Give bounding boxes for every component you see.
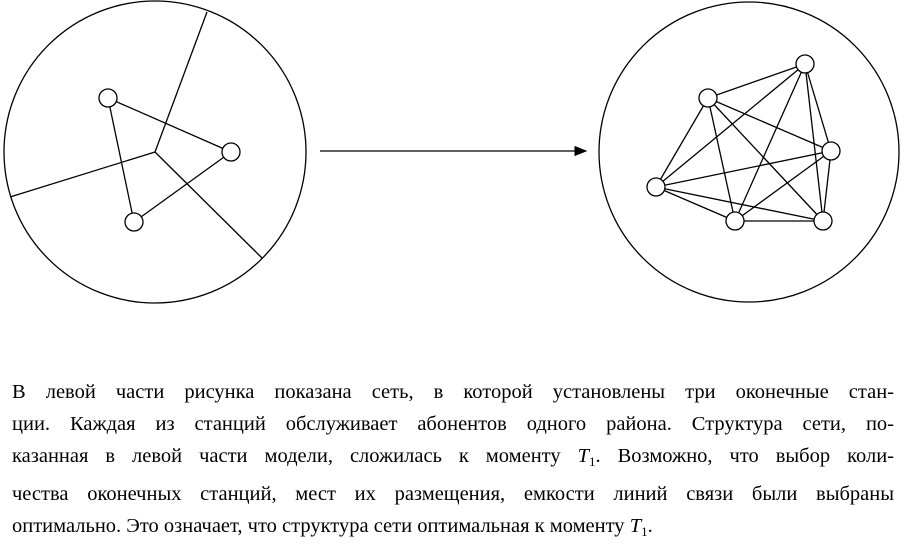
variable-letter: T bbox=[577, 445, 589, 467]
station-node bbox=[647, 178, 665, 196]
text-segment: . Возможно, что выбор коли- bbox=[595, 445, 894, 467]
link-1-2 bbox=[108, 98, 231, 152]
station-node bbox=[822, 142, 840, 160]
station-node bbox=[222, 143, 240, 161]
text-line-1: В левой части рисунка показана сеть, в которой установлены три оконечные стан- bbox=[12, 381, 894, 403]
station-node bbox=[814, 212, 832, 230]
text-segment: оптимально. Это означает, что структура сети оптимальная к моменту bbox=[12, 515, 625, 537]
station-node bbox=[99, 89, 117, 107]
description-paragraph bbox=[12, 376, 894, 548]
text-line-2: ции. Каждая из станций обслуживает абонентов одного района. Структура сети, по- bbox=[12, 413, 894, 435]
station-node bbox=[726, 212, 744, 230]
station-node bbox=[699, 89, 717, 107]
boundary-line-top bbox=[155, 12, 207, 152]
text-line-3 bbox=[12, 440, 894, 478]
text-segment: казанная в левой части модели, сложилась к моменту bbox=[12, 445, 561, 467]
text-line-4: чества оконечных станций, мест их размещения, емкости линий связи были выбраны bbox=[12, 483, 894, 505]
text-line-5 bbox=[12, 510, 894, 548]
station-node bbox=[796, 55, 814, 73]
left-network bbox=[4, 1, 306, 303]
link-2-3 bbox=[134, 152, 231, 222]
full-mesh-links bbox=[656, 64, 831, 221]
station-node bbox=[125, 213, 143, 231]
boundary-line-left bbox=[10, 152, 155, 197]
text-segment: . bbox=[647, 515, 653, 537]
right-network bbox=[599, 2, 899, 302]
variable-t1 bbox=[630, 515, 648, 537]
variable-subscript: 1 bbox=[641, 524, 648, 539]
variable-letter: T bbox=[629, 515, 642, 537]
right-region-circle bbox=[599, 2, 899, 302]
variable-subscript: 1 bbox=[589, 454, 596, 469]
variable-t1 bbox=[578, 445, 596, 467]
